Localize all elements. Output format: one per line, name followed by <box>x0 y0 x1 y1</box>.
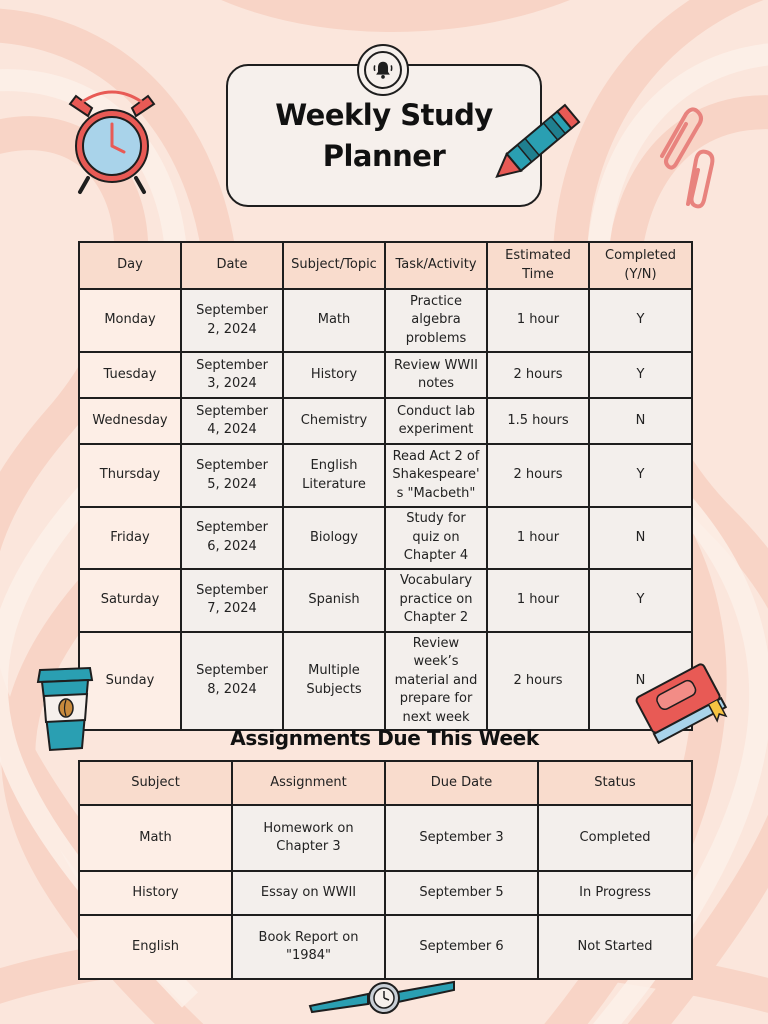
task-cell: Read Act 2 of Shakespeare's "Macbeth" <box>385 444 487 507</box>
schedule-header-row <box>79 242 692 289</box>
completed-cell: N <box>589 632 692 731</box>
column-header: Day <box>79 242 181 289</box>
subject-cell: Spanish <box>283 569 385 632</box>
date-cell: September 5, 2024 <box>181 444 283 507</box>
table-row <box>79 444 692 507</box>
assignments-header-row <box>79 761 692 805</box>
page-title-line-2: Planner <box>322 138 446 173</box>
bell-icon <box>372 59 394 81</box>
completed-cell: Y <box>589 444 692 507</box>
day-cell: Thursday <box>79 444 181 507</box>
book-icon <box>630 660 730 744</box>
subject-cell: English <box>79 915 232 979</box>
assignment-cell: Book Report on "1984" <box>232 915 385 979</box>
task-cell: Conduct lab experiment <box>385 398 487 444</box>
task-cell: Review week’s material and prepare for next week <box>385 632 487 731</box>
alarm-clock-icon <box>62 88 162 198</box>
completed-cell: Y <box>589 569 692 632</box>
day-cell: Monday <box>79 289 181 352</box>
status-cell: Not Started <box>538 915 692 979</box>
time-cell: 1 hour <box>487 569 589 632</box>
date-cell: September 8, 2024 <box>181 632 283 731</box>
task-cell: Practice algebra problems <box>385 289 487 352</box>
page-title-line-1: Weekly Study <box>275 97 493 132</box>
assignment-cell: Essay on WWII <box>232 871 385 915</box>
assignment-cell: Homework on Chapter 3 <box>232 805 385 871</box>
table-row <box>79 507 692 569</box>
subject-cell: Multiple Subjects <box>283 632 385 731</box>
subject-cell: Math <box>79 805 232 871</box>
assignments-table <box>78 760 693 980</box>
day-cell: Friday <box>79 507 181 569</box>
day-cell: Wednesday <box>79 398 181 444</box>
completed-cell: N <box>589 507 692 569</box>
column-header: Assignment <box>232 761 385 805</box>
day-cell: Tuesday <box>79 352 181 398</box>
time-cell: 1 hour <box>487 507 589 569</box>
completed-cell: N <box>589 398 692 444</box>
weekly-schedule-table <box>78 241 693 731</box>
subject-cell: Math <box>283 289 385 352</box>
table-row <box>79 915 692 979</box>
time-cell: 2 hours <box>487 632 589 731</box>
wristwatch-icon <box>306 978 458 1018</box>
time-cell: 1 hour <box>487 289 589 352</box>
column-header: Estimated Time <box>487 242 589 289</box>
due-date-cell: September 6 <box>385 915 538 979</box>
task-cell: Review WWII notes <box>385 352 487 398</box>
subject-cell: History <box>79 871 232 915</box>
paperclip-icon <box>642 102 722 212</box>
table-row <box>79 871 692 915</box>
column-header: Due Date <box>385 761 538 805</box>
task-cell: Vocabulary practice on Chapter 2 <box>385 569 487 632</box>
table-row <box>79 289 692 352</box>
time-cell: 2 hours <box>487 444 589 507</box>
table-row <box>79 632 692 731</box>
column-header: Subject/Topic <box>283 242 385 289</box>
date-cell: September 2, 2024 <box>181 289 283 352</box>
due-date-cell: September 5 <box>385 871 538 915</box>
column-header: Completed (Y/N) <box>589 242 692 289</box>
table-row <box>79 398 692 444</box>
date-cell: September 3, 2024 <box>181 352 283 398</box>
coffee-cup-icon <box>32 660 98 754</box>
time-cell: 1.5 hours <box>487 398 589 444</box>
date-cell: September 7, 2024 <box>181 569 283 632</box>
column-header: Task/Activity <box>385 242 487 289</box>
column-header: Status <box>538 761 692 805</box>
subject-cell: Biology <box>283 507 385 569</box>
subject-cell: History <box>283 352 385 398</box>
day-cell: Saturday <box>79 569 181 632</box>
completed-cell: Y <box>589 352 692 398</box>
table-row <box>79 569 692 632</box>
day-cell: Sunday <box>79 632 181 731</box>
status-cell: In Progress <box>538 871 692 915</box>
status-cell: Completed <box>538 805 692 871</box>
title-badge <box>357 44 409 96</box>
table-row <box>79 352 692 398</box>
table-row <box>79 805 692 871</box>
crayon-icon <box>492 92 592 188</box>
subject-cell: English Literature <box>283 444 385 507</box>
column-header: Date <box>181 242 283 289</box>
assignments-heading: Assignments Due This Week <box>230 726 539 750</box>
date-cell: September 6, 2024 <box>181 507 283 569</box>
column-header: Subject <box>79 761 232 805</box>
completed-cell: Y <box>589 289 692 352</box>
date-cell: September 4, 2024 <box>181 398 283 444</box>
time-cell: 2 hours <box>487 352 589 398</box>
task-cell: Study for quiz on Chapter 4 <box>385 507 487 569</box>
subject-cell: Chemistry <box>283 398 385 444</box>
due-date-cell: September 3 <box>385 805 538 871</box>
